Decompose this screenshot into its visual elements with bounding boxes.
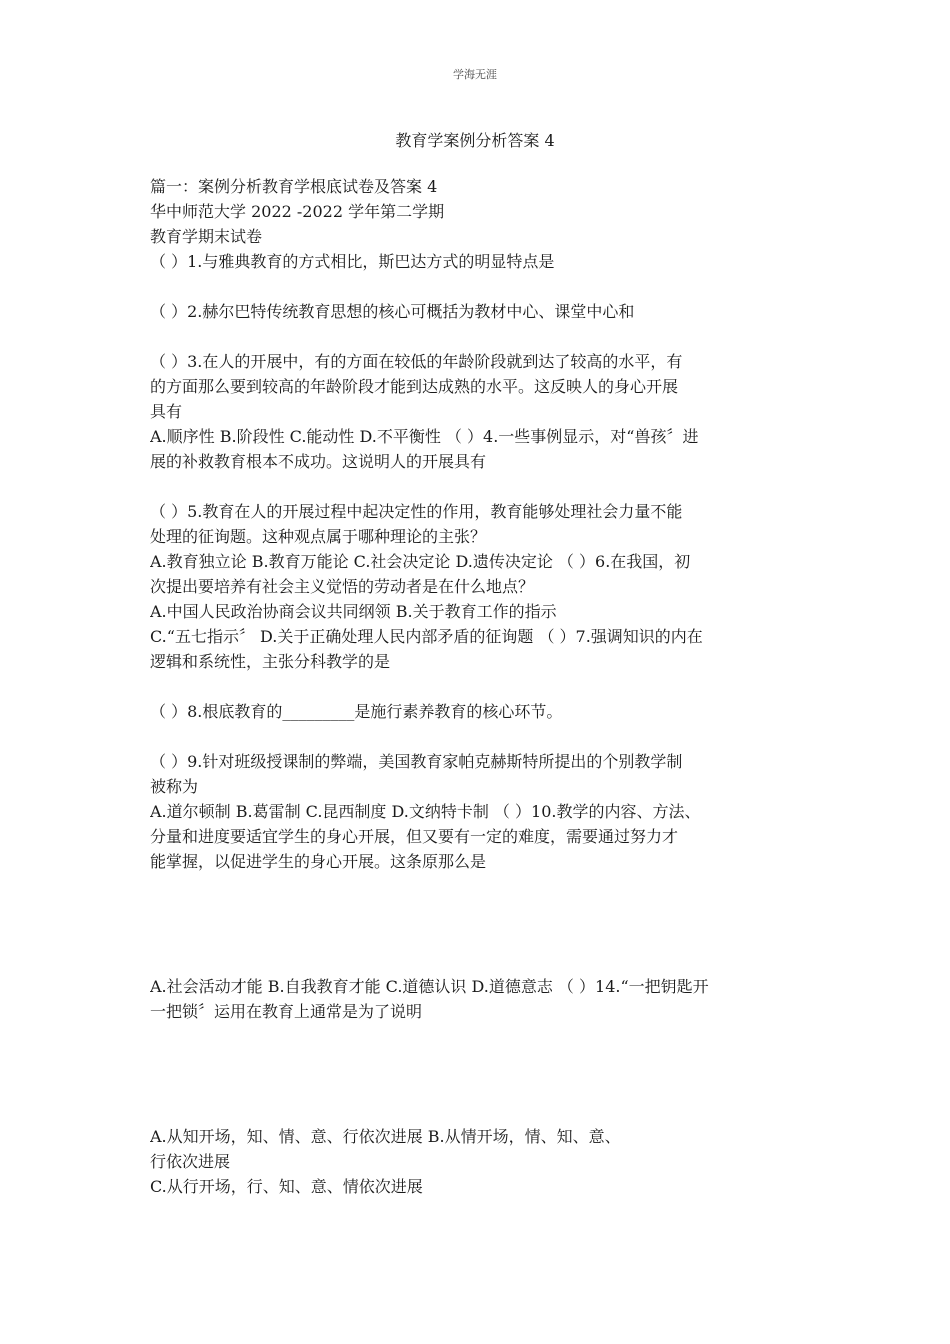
question-6-line-2: 次提出要培养有社会主义觉悟的劳动者是在什么地点？ <box>150 577 535 596</box>
options-3-question-4: A.顺序性 B.阶段性 C.能动性 D.不平衡性 （ ）4.一些事例显示，对“兽孩〞进 <box>150 427 699 446</box>
university-line: 华中师范大学 2022 -2022 学年第二学期 <box>150 202 445 221</box>
page-header: 学海无涯 <box>453 68 497 81</box>
question-3-line-2: 的方面那么要到较高的年龄阶段才能到达成熟的水平。这反映人的身心开展 <box>150 377 679 396</box>
spacer <box>150 274 800 299</box>
question-2: （ ）2.赫尔巴特传统教育思想的核心可概括为教材中心、课堂中心和 <box>150 302 635 321</box>
options-13-question-14: A.社会活动才能 B.自我教育才能 C.道德认识 D.道德意志 （ ）14.“一把钥匙开 <box>150 977 709 996</box>
section-heading: 篇一：案例分析教育学根底试卷及答案 4 <box>150 177 438 196</box>
spacer <box>150 1024 800 1124</box>
spacer <box>150 474 800 499</box>
document-title: 教育学案例分析答案 4 <box>395 131 555 150</box>
options-line-2: 行依次进展 <box>150 1152 231 1171</box>
question-9-line-2: 被称为 <box>150 777 199 796</box>
question-10-line-2: 分量和进度要适宜学生的身心开展，但又要有一定的难度，需要通过努力才 <box>150 827 679 846</box>
question-10-line-3: 能掌握，以促进学生的身心开展。这条原那么是 <box>150 852 487 871</box>
spacer <box>150 324 800 349</box>
question-9-line-1: （ ）9.针对班级授课制的弊端，美国教育家帕克赫斯特所提出的个别教学制 <box>150 752 683 771</box>
question-14-line-2: 一把锁〞运用在教育上通常是为了说明 <box>150 1002 423 1021</box>
question-3-line-3: 具有 <box>150 402 183 421</box>
question-1: （ ）1.与雅典教育的方式相比，斯巴达方式的明显特点是 <box>150 252 555 271</box>
spacer <box>150 674 800 699</box>
options-9-question-10: A.道尔顿制 B.葛雷制 C.昆西制度 D.文纳特卡制 （ ）10.教学的内容、方法、 <box>150 802 701 821</box>
spacer <box>150 874 800 974</box>
question-3-line-1: （ ）3.在人的开展中，有的方面在较低的年龄阶段就到达了较高的水平，有 <box>150 352 683 371</box>
question-5-line-1: （ ）5.教育在人的开展过程中起决定性的作用，教育能够处理社会力量不能 <box>150 502 683 521</box>
options-5-question-6: A.教育独立论 B.教育万能论 C.社会决定论 D.遗传决定论 （ ）6.在我国，初 <box>150 552 691 571</box>
exam-name-line: 教育学期末试卷 <box>150 227 263 246</box>
options-6-question-7: C.“五七指示〞 D.关于正确处理人民内部矛盾的征询题 （ ）7.强调知识的内在 <box>150 627 703 646</box>
spacer <box>150 724 800 749</box>
question-8: （ ）8.根底教育的_________是施行素养教育的核心环节。 <box>150 702 563 721</box>
question-7-line-2: 逻辑和系统性，主张分科教学的是 <box>150 652 391 671</box>
document-body <box>150 174 800 1199</box>
question-4-line-2: 展的补救教育根本不成功。这说明人的开展具有 <box>150 452 487 471</box>
options-line-1: A.从知开场，知、情、意、行依次进展 B.从情开场，情、知、意、 <box>150 1127 621 1146</box>
question-5-line-2: 处理的征询题。这种观点属于哪种理论的主张？ <box>150 527 487 546</box>
options-6-line-1: A.中国人民政治协商会议共同纲领 B.关于教育工作的指示 <box>150 602 557 621</box>
options-line-3: C.从行开场，行、知、意、情依次进展 <box>150 1177 423 1196</box>
